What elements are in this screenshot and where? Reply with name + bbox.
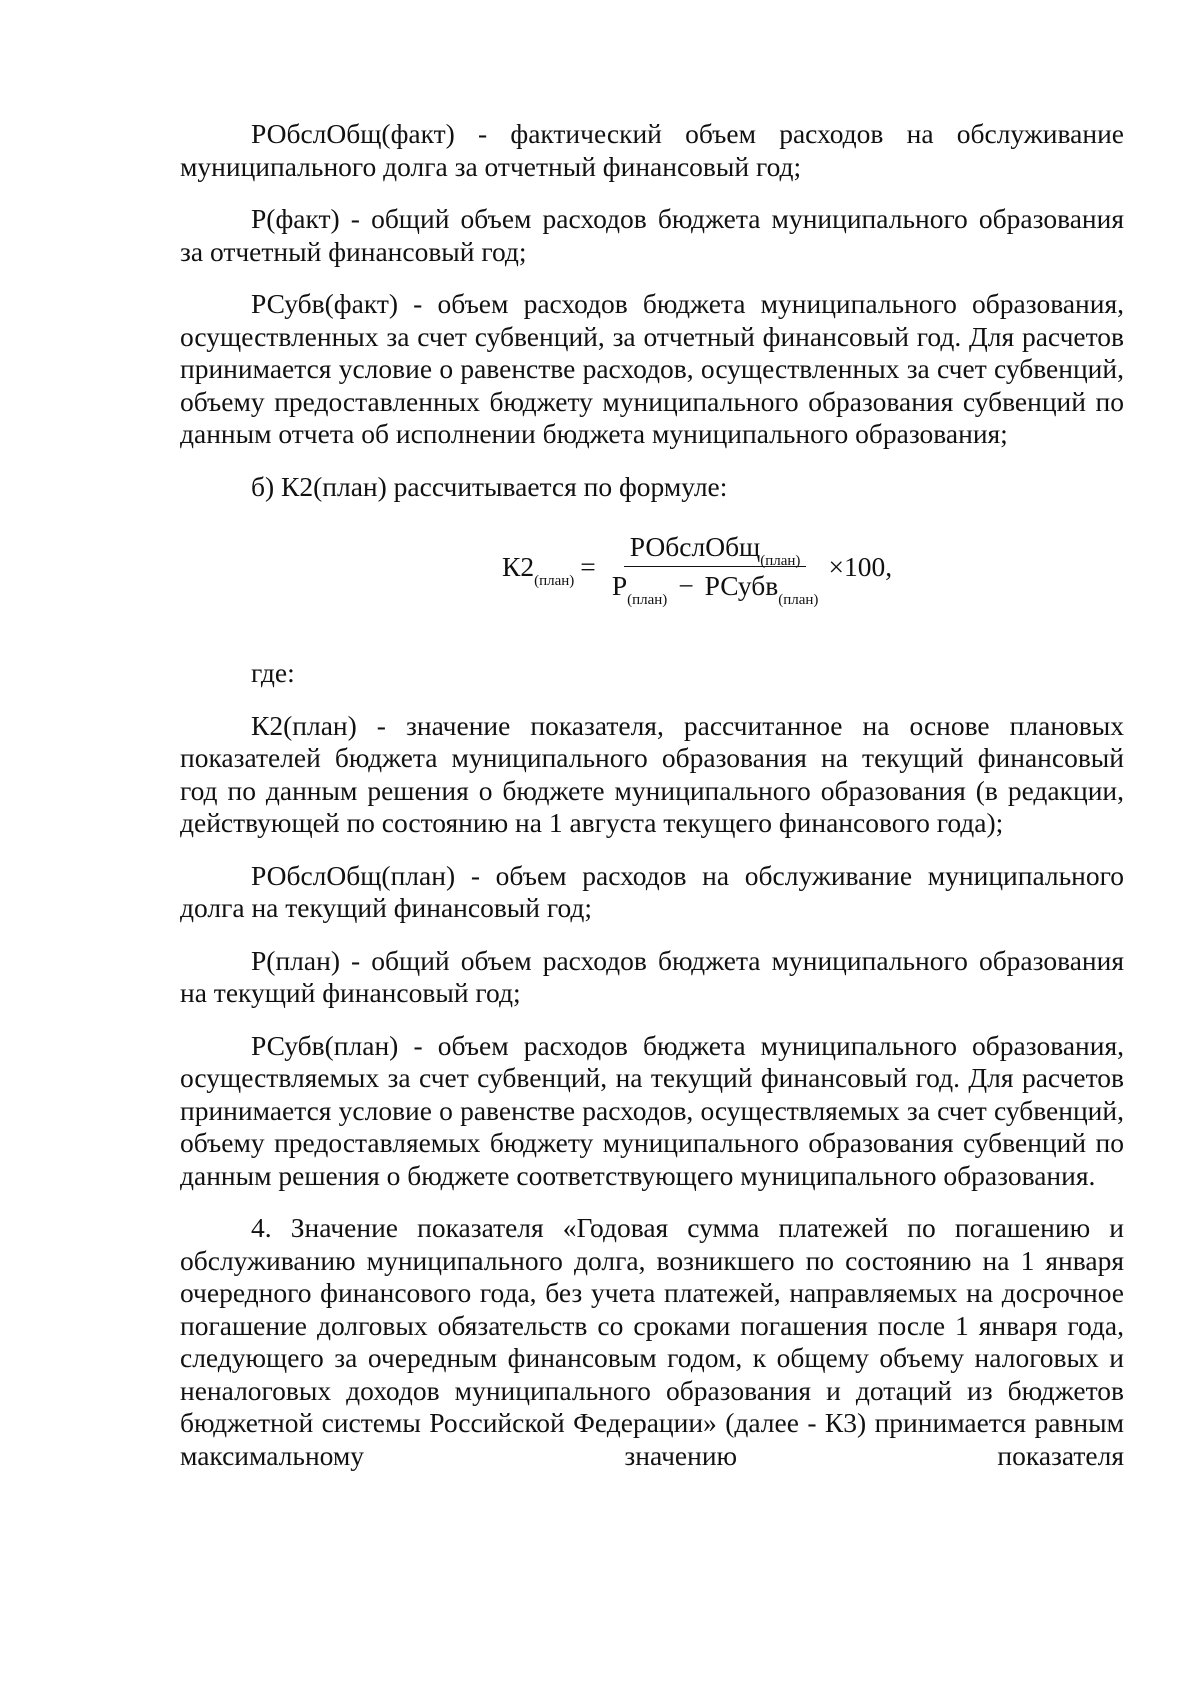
formula-num-subscript: (план) [760, 553, 801, 569]
paragraph-r-plan: Р(план) - общий объем расходов бюджета муниципального образования на текущий финансовый год; [180, 944, 1124, 1008]
formula-lhs [502, 550, 575, 589]
where-label: где: [251, 657, 295, 688]
formula-k2-plan [502, 531, 893, 608]
formula-den-b-subscript: (план) [778, 592, 819, 608]
paragraph-robslobsch-fakt: РОбслОбщ(факт) - фактический объем расходов на обслуживание муниципального долга за отчетный финансовый год; [180, 118, 1124, 182]
formula-block [180, 521, 1124, 657]
formula-den-a: Р [611, 570, 628, 601]
document-page [180, 118, 1124, 1492]
paragraph-r-fakt: Р(факт) - общий объем расходов бюджета муниципального образования за отчетный финансовый год; [180, 203, 1124, 267]
formula-lhs-symbol: К2 [502, 550, 535, 582]
formula-numerator [624, 531, 807, 567]
paragraph-k2-plan-definition: К2(план) - значение показателя, рассчитанное на основе плановых показателей бюджета муниципального образования на текущий финансовый год по данным решения о бюджете муниципального образования (в редакции, действующей по состоянию на 1 августа текущего финансового года); [180, 709, 1124, 838]
paragraph-rsubv-fakt: РСубв(факт) - объем расходов бюджета муниципального образования, осуществленных за счет субвенций, за отчетный финансовый год. Для расчетов принимается условие о равенстве расходов, осуществленных за счет субвенций, объему предоставленных бюджету муниципального образования субвенций по данным отчета об исполнении бюджета муниципального образования; [180, 288, 1124, 449]
formula-minus: − [678, 570, 694, 601]
formula-num-symbol: РОбслОбщ [629, 531, 761, 562]
paragraph-robslobsch-plan: РОбслОбщ(план) - объем расходов на обслуживание муниципального долга на текущий финансовый год; [180, 859, 1124, 923]
paragraph-item-4-k3: 4. Значение показателя «Годовая сумма платежей по погашению и обслуживанию муниципального долга, возникшего по состоянию на 1 января очередного финансового года, без учета платежей, направляемых на досрочное погашение долговых обязательств со сроками погашения после 1 января года, следующего за очередным финансовым годом, к общему объему налоговых и неналоговых доходов муниципального образования и дотаций из бюджетов бюджетной системы Российской Федерации» (далее - К3) принимается равным максимальному значению показателя [180, 1212, 1124, 1471]
formula-equals: = [580, 550, 596, 582]
formula-den-a-subscript: (план) [627, 592, 668, 608]
paragraph-rsubv-plan: РСубв(план) - объем расходов бюджета муниципального образования, осуществляемых за счет субвенций, на текущий финансовый год. Для расчетов принимается условие о равенстве расходов, осуществляемых за счет субвенций, объему предоставляемых бюджету муниципального образования субвенций по данным решения о бюджете соответствующего муниципального образования. [180, 1029, 1124, 1191]
formula-den-b: РСубв [704, 570, 779, 601]
paragraph-k2-plan-intro: б) К2(план) рассчитывается по формуле: [251, 470, 728, 502]
formula-fraction [606, 531, 825, 608]
formula-denominator [606, 567, 825, 608]
formula-multiplier: ×100, [828, 550, 893, 582]
formula-lhs-subscript: (план) [534, 572, 575, 589]
